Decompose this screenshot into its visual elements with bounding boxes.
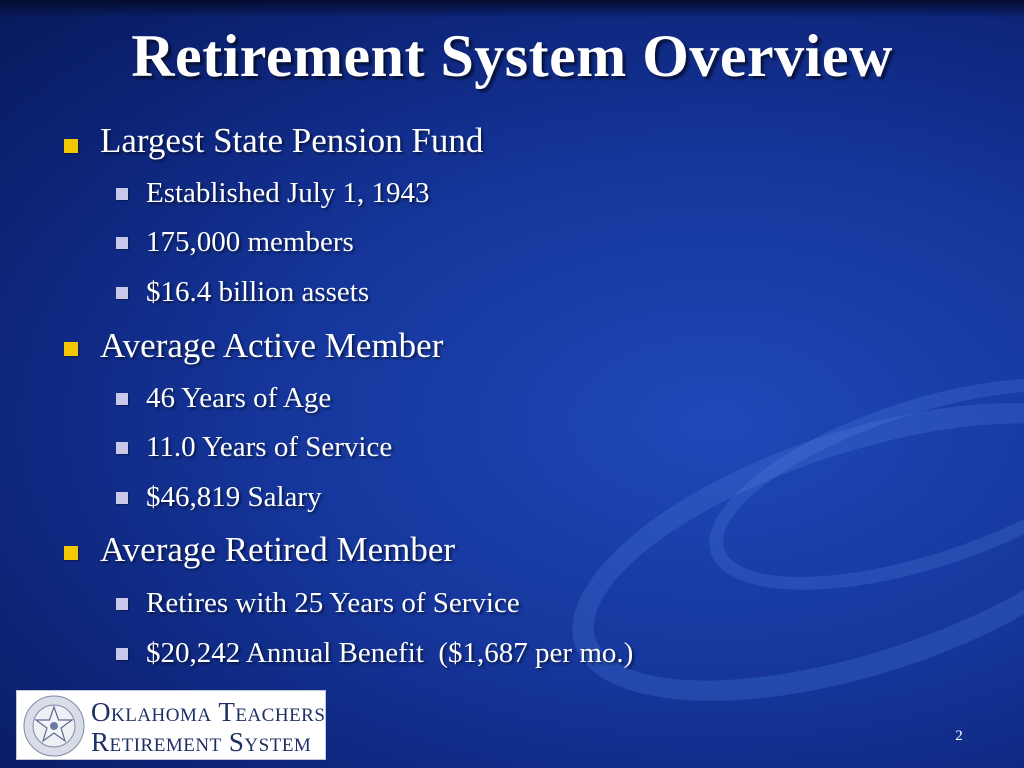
sub-bullet-icon	[116, 393, 128, 405]
state-seal-icon	[23, 695, 85, 757]
logo-line-2: Retirement System	[91, 727, 312, 757]
sub-bullet-icon	[116, 188, 128, 200]
top-shadow-band	[0, 0, 1024, 18]
sub-bullet-icon	[116, 648, 128, 660]
list-item: Retires with 25 Years of Service	[146, 587, 520, 619]
sub-bullet-icon	[116, 442, 128, 454]
sub-bullet-icon	[116, 287, 128, 299]
list-item: $16.4 billion assets	[146, 276, 370, 308]
sub-bullet-icon	[116, 237, 128, 249]
section-heading: Largest State Pension Fund	[100, 121, 484, 160]
sub-bullet-icon	[116, 492, 128, 504]
section-heading: Average Active Member	[100, 326, 444, 365]
bullet-icon	[64, 546, 78, 560]
sub-bullet-icon	[116, 598, 128, 610]
slide-title: Retirement System Overview	[131, 23, 893, 89]
bullet-icon	[64, 342, 78, 356]
list-item: Established July 1, 1943	[146, 177, 430, 209]
list-item: $20,242 Annual Benefit ($1,687 per mo.)	[146, 637, 634, 669]
logo-line-1: Oklahoma Teachers	[91, 697, 326, 727]
bullet-icon	[64, 139, 78, 153]
page-number: 2	[955, 728, 963, 744]
list-item: $46,819 Salary	[146, 481, 322, 513]
section-heading: Average Retired Member	[100, 530, 456, 569]
list-item: 11.0 Years of Service	[146, 431, 393, 463]
otrs-logo	[16, 690, 326, 760]
list-item: 175,000 members	[146, 226, 354, 258]
list-item: 46 Years of Age	[146, 382, 332, 414]
